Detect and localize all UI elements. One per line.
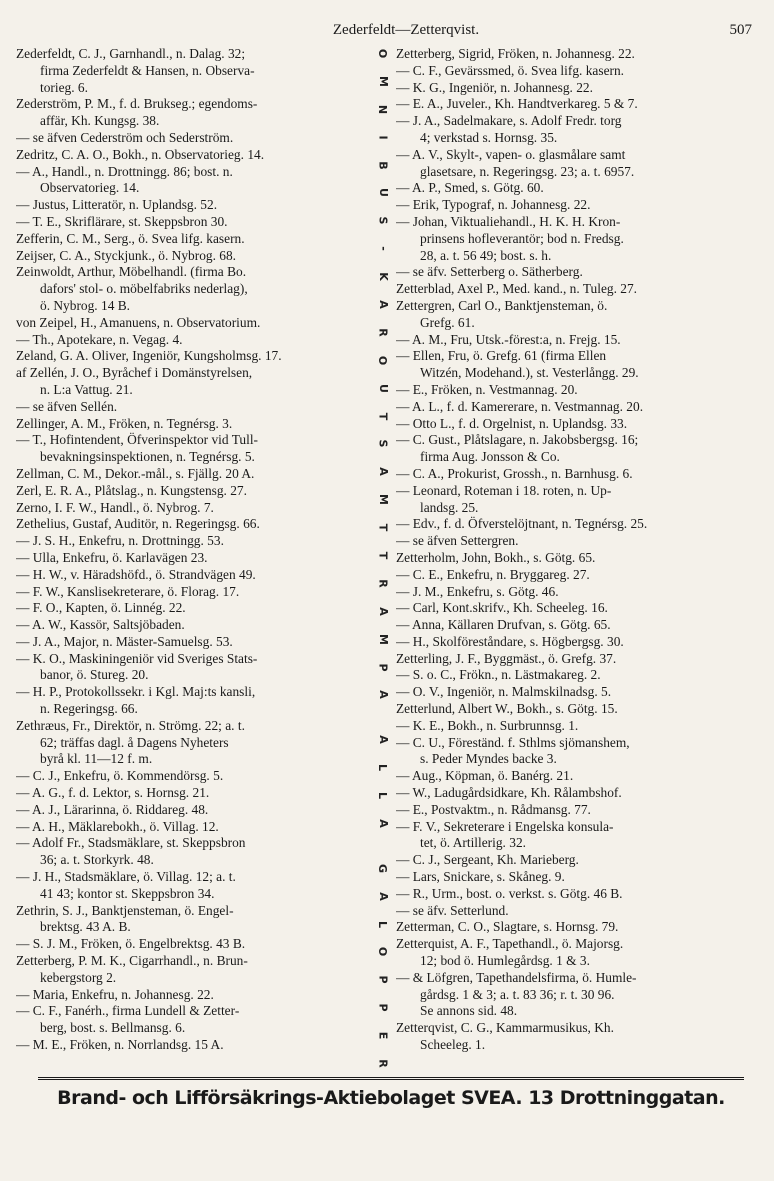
directory-entry-line: — & Löfgren, Tapethandelsfirma, ö. Humle- [396, 969, 637, 985]
left-column [16, 46, 370, 1081]
directory-entry-line: — H., Skolföreståndare, s. Högbergsg. 30. [396, 633, 624, 649]
directory-entry-line: Zetterberg, P. M. K., Cigarrhandl., n. Brun- [16, 953, 248, 969]
directory-entry-line: — Maria, Enkefru, n. Johannesg. 22. [16, 986, 214, 1002]
directory-entry-line: — A., Handl., n. Drottningg. 86; bost. n. [16, 163, 233, 179]
margin-letter: U [376, 188, 390, 198]
directory-entry-line: kebergstorg 2. [40, 969, 117, 985]
directory-entry-line: ö. Nybrog. 14 B. [40, 297, 131, 313]
directory-entry-line: n. Regeringsg. 66. [40, 701, 138, 717]
directory-entry-line: Zetterberg, Sigrid, Fröken, n. Johannesg. 22. [396, 46, 635, 61]
margin-letter: A [376, 467, 390, 477]
margin-letter: A [376, 690, 390, 700]
directory-entry-line: — F. O., Kapten, ö. Linnég. 22. [16, 600, 186, 616]
directory-entry-line: — J. A., Major, n. Mäster-Samuelsg. 53. [16, 633, 233, 649]
directory-entry-line: glasetsare, n. Regeringsg. 23; a. t. 6957. [420, 163, 635, 179]
directory-entry-line: 28, a. t. 56 49; bost. s. h. [420, 247, 552, 263]
directory-entry-line: Zethrin, S. J., Banktjensteman, ö. Engel- [16, 902, 234, 918]
directory-entry-line: — Erik, Typograf, n. Johannesg. 22. [396, 197, 591, 213]
directory-entry-line: — H. P., Protokollssekr. i Kgl. Maj:ts kansli, [16, 684, 256, 700]
directory-entry-line: — J. A., Sadelmakare, s. Adolf Fredr. torg [396, 113, 622, 129]
directory-entry-line: — T., Hofintendent, Öfverinspektor vid Tull- [16, 432, 259, 448]
directory-entry-line: banor, ö. Stureg. 20. [40, 667, 149, 683]
directory-entry-line: berg, bost. s. Bellmansg. 6. [40, 1020, 186, 1036]
margin-letter: R [376, 328, 390, 337]
directory-entry-line: Zederfeldt, C. J., Garnhandl., n. Dalag. 32; [16, 46, 246, 61]
directory-entry-line: torieg. 6. [40, 79, 88, 95]
directory-entry-line: — A. L., f. d. Kamererare, n. Vestmannag. 20. [396, 398, 644, 414]
directory-entry-line: — Th., Apotekare, n. Vegag. 4. [16, 331, 183, 347]
directory-entry-line: Scheeleg. 1. [420, 1037, 486, 1053]
directory-entry-line: — K. E., Bokh., n. Surbrunnsg. 1. [396, 717, 579, 733]
directory-entry-line: — C. U., Föreständ. f. Sthlms sjömanshem, [396, 734, 630, 750]
directory-entry-line: — se äfv. Setterberg o. Sätherberg. [396, 264, 583, 280]
margin-letter: M [376, 633, 390, 645]
directory-entry-line: bevakningsinspektionen, n. Tegnérsg. 5. [40, 449, 255, 465]
directory-entry-line: Zetterlund, Albert W., Bokh., s. Götg. 15. [396, 701, 618, 717]
directory-entry-line: af Zellén, J. O., Byråchef i Domänstyrelsen, [16, 365, 253, 381]
directory-entry-line: Zerno, I. F. W., Handl., ö. Nybrog. 7. [16, 499, 214, 515]
margin-text [374, 48, 392, 1069]
margin-letter: O [376, 947, 390, 957]
directory-entry-line: firma Aug. Jonsson & Co. [420, 449, 560, 465]
margin-letter: S [376, 216, 390, 225]
directory-entry-line: — C. Gust., Plåtslagare, n. Jakobsbergsg. 16; [396, 432, 639, 448]
directory-entry-line: — se äfven Cederström och Sederström. [16, 129, 234, 145]
margin-letter: T [376, 523, 390, 532]
margin-letter: L [376, 792, 390, 800]
directory-entry-line: prinsens hofleverantör; bod n. Fredsg. [420, 230, 624, 246]
margin-letter: U [376, 383, 390, 393]
directory-entry-line: 36; a. t. Storkyrk. 48. [40, 852, 154, 868]
directory-entry-line: — J. M., Enkefru, s. Götg. 46. [396, 583, 559, 599]
margin-letter: M [376, 75, 390, 87]
margin-letter: A [376, 607, 390, 616]
directory-entry-line: — Aug., Köpman, ö. Banérg. 21. [396, 768, 574, 784]
directory-entry-line: Zerl, E. R. A., Plåtslag., n. Kungstensg. 27. [16, 482, 247, 498]
directory-entry-line: — J. S. H., Enkefru, n. Drottningg. 53. [16, 533, 224, 549]
directory-entry-line: Zethelius, Gustaf, Auditör, n. Regeringsg. 66. [16, 516, 260, 532]
directory-entry-line: Witzén, Modehand.), st. Vesterlångg. 29. [420, 365, 639, 381]
directory-entry-line: — Otto L., f. d. Orgelnist, n. Uplandsg. 33. [396, 415, 628, 431]
directory-entry-line: — M. E., Fröken, n. Norrlandsg. 15 A. [16, 1037, 224, 1053]
directory-entry-line: — A. G., f. d. Lektor, s. Hornsg. 21. [16, 785, 210, 801]
directory-entry-line: — A. W., Kassör, Saltsjöbaden. [16, 617, 185, 633]
directory-entry-line: — E., Postvaktm., n. Rådmansg. 77. [396, 801, 591, 817]
margin-letter: P [376, 975, 390, 984]
directory-entry-line: Observatorieg. 14. [40, 180, 140, 196]
directory-entry-line: affär, Kh. Kungsg. 38. [40, 113, 160, 129]
directory-entry-line: — C. J., Enkefru, ö. Kommendörsg. 5. [16, 768, 224, 784]
directory-entry-line: — Ulla, Enkefru, ö. Karlavägen 23. [16, 549, 208, 565]
margin-letter: A [376, 735, 390, 745]
directory-entry-line: brektsg. 43 A. B. [40, 919, 131, 935]
directory-entry-line: 62; träffas dagl. å Dagens Nyheters [40, 734, 229, 750]
directory-entry-line: — A. H., Mäklarebokh., ö. Villag. 12. [16, 818, 219, 834]
margin-letter: B [376, 160, 390, 170]
directory-entry-line: Zetterblad, Axel P., Med. kand., n. Tuleg. 27. [396, 281, 638, 297]
margin-letter: S [376, 440, 390, 448]
directory-entry-line: — C. J., Sergeant, Kh. Marieberg. [396, 852, 579, 868]
directory-entry-line: — F. W., Kanslisekreterare, ö. Florag. 17. [16, 583, 240, 599]
directory-entry-line: Zellinger, A. M., Fröken, n. Tegnérsg. 3. [16, 415, 233, 431]
directory-entry-line: — C. E., Enkefru, n. Bryggareg. 27. [396, 566, 590, 582]
directory-entry-line: — Anna, Källaren Drufvan, s. Götg. 65. [396, 617, 611, 633]
directory-entry-line: — E. A., Juveler., Kh. Handtverkareg. 5 & 7. [396, 96, 638, 112]
directory-entry-line: firma Zederfeldt & Hansen, n. Observa- [40, 62, 255, 78]
directory-entry-line: tet, ö. Artillerig. 32. [420, 835, 526, 851]
footer-advert: Brand- och Lifförsäkrings-Aktiebolaget SVEA. 13 Drottninggatan. [38, 1077, 744, 1116]
directory-entry-line: Se annons sid. 48. [420, 1003, 518, 1019]
margin-letter: O [376, 355, 390, 365]
margin-letter: N [376, 104, 390, 114]
directory-entry-line: — se äfv. Setterlund. [396, 902, 509, 918]
margin-letter: L [376, 920, 390, 928]
directory-entry-line: — H. W., v. Häradshöfd., ö. Strandvägen 49. [16, 566, 256, 582]
margin-letter: K [376, 272, 390, 281]
margin-letter: I [376, 135, 390, 140]
directory-entry-line: — C. F., Fanérh., firma Lundell & Zetter- [16, 1003, 240, 1019]
directory-entry-line: — A. M., Fru, Utsk.-förest:a, n. Frejg. 15. [396, 331, 621, 347]
margin-letter: L [376, 764, 390, 772]
directory-entry-line: Zeijser, C. A., Styckjunk., ö. Nybrog. 68. [16, 247, 237, 263]
directory-entry-line: — J. H., Stadsmäklare, ö. Villag. 12; a. t. [16, 869, 236, 885]
directory-entry-line: — Adolf Fr., Stadsmäklare, st. Skeppsbron [16, 835, 246, 851]
directory-entry-line: Zettergren, Carl O., Banktjensteman, ö. [396, 297, 608, 313]
directory-entry-line: — A. P., Smed, s. Götg. 60. [396, 180, 544, 196]
directory-entry-line: — Johan, Viktualiehandl., H. K. H. Kron- [396, 213, 621, 229]
directory-entry-line: — T. E., Skriflärare, st. Skeppsbron 30. [16, 213, 228, 229]
directory-entry-line: s. Peder Myndes backe 3. [420, 751, 557, 767]
directory-entry-line: Zederström, P. M., f. d. Brukseg.; egendoms- [16, 96, 258, 112]
directory-entry-line: Zetterman, C. O., Slagtare, s. Hornsg. 79. [396, 919, 619, 935]
margin-letter: P [376, 1003, 390, 1012]
margin-letter: O [376, 48, 390, 59]
directory-entry-line: — O. V., Ingeniör, n. Malmskilnadsg. 5. [396, 684, 612, 700]
directory-entry-line: Zeinwoldt, Arthur, Möbelhandl. (firma Bo. [16, 264, 247, 280]
directory-entry-line: Zellman, C. M., Dekor.-mål., s. Fjällg. 20 A. [16, 465, 255, 481]
running-title: Zederfeldt—Zetterqvist. [332, 22, 480, 38]
directory-entry-line: 12; bod ö. Humlegårdsg. 1 & 3. [420, 953, 590, 969]
directory-entry-line: — se äfven Settergren. [396, 533, 519, 549]
margin-letter: T [376, 551, 390, 560]
directory-entry-line: — E., Fröken, n. Vestmannag. 20. [396, 381, 578, 397]
directory-entry-line: — F. V., Sekreterare i Engelska konsula- [396, 818, 614, 834]
directory-entry-line: Zetterholm, John, Bokh., s. Götg. 65. [396, 549, 596, 565]
margin-letter: P [376, 663, 390, 672]
directory-entry-line: — A. J., Lärarinna, ö. Riddareg. 48. [16, 801, 209, 817]
margin-letter: M [376, 494, 390, 506]
margin-letter: - [376, 246, 390, 252]
page-header [60, 22, 752, 44]
directory-entry-line: — S. J. M., Fröken, ö. Engelbrektsg. 43 B. [16, 936, 246, 952]
directory-entry-line: Grefg. 61. [420, 314, 475, 330]
margin-letter: E [376, 1031, 390, 1040]
directory-entry-line: Zeland, G. A. Oliver, Ingeniör, Kungsholmsg. 17. [16, 348, 282, 364]
margin-letter: G [376, 863, 390, 873]
directory-entry-line: — Leonard, Roteman i 18. roten, n. Up- [396, 482, 612, 498]
directory-entry-line: — Ellen, Fru, ö. Grefg. 61 (firma Ellen [396, 348, 607, 364]
directory-entry-line: — S. o. C., Frökn., n. Lästmakareg. 2. [396, 667, 601, 683]
directory-entry-line: — se äfven Sellén. [16, 398, 118, 414]
directory-entry-line: 41 43; kontor st. Skeppsbron 34. [40, 885, 215, 901]
right-column [396, 46, 760, 1081]
directory-entry-line: — C. F., Gevärssmed, ö. Svea lifg. kasern. [396, 62, 625, 78]
margin-letter: T [376, 412, 390, 420]
margin-letter: R [376, 579, 390, 588]
directory-entry-line: — C. A., Prokurist, Grossh., n. Barnhusg. 6. [396, 465, 633, 481]
directory-entry-line: — R., Urm., bost. o. verkst. s. Götg. 46 B. [396, 885, 623, 901]
margin-letter: A [376, 300, 390, 309]
directory-entry-line: 4; verkstad s. Hornsg. 35. [420, 129, 558, 145]
directory-entry-line: Zetterquist, A. F., Tapethandl., ö. Majorsg. [396, 936, 624, 952]
margin-letter: A [376, 819, 390, 828]
directory-entry-line: — Carl, Kont.skrifv., Kh. Scheeleg. 16. [396, 600, 608, 616]
directory-entry-line: byrå kl. 11—12 f. m. [40, 751, 153, 767]
margin-letter: A [376, 891, 390, 901]
directory-entry-line: Zetterling, J. F., Byggmäst., ö. Grefg. 37. [396, 650, 617, 666]
directory-entry-line: Zethræus, Fr., Direktör, n. Strömg. 22; a. t. [16, 717, 245, 733]
directory-entry-line: Zedritz, C. A. O., Bokh., n. Observatorieg. 14. [16, 146, 265, 162]
directory-entry-line: — Lars, Snickare, s. Skåneg. 9. [396, 869, 565, 885]
directory-entry-line: — W., Ladugårdsidkare, Kh. Rålambshof. [396, 785, 622, 801]
directory-entry-line: von Zeipel, H., Amanuens, n. Observatorium. [16, 314, 261, 330]
directory-entry-line: dafors' stol- o. möbelfabriks nederlag), [40, 281, 248, 297]
directory-entry-line: — Edv., f. d. Öfverstelöjtnant, n. Tegnérsg. 25. [396, 516, 648, 532]
directory-entry-line: Zetterqvist, C. G., Kammarmusikus, Kh. [396, 1020, 614, 1036]
directory-entry-line: — K. O., Maskiningeniör vid Sveriges Stats- [16, 650, 258, 666]
directory-entry-line: landsg. 25. [420, 499, 479, 515]
directory-entry-line: — Justus, Litteratör, n. Uplandsg. 52. [16, 197, 218, 213]
directory-entry-line: — A. V., Skylt-, vapen- o. glasmålare samt [396, 146, 626, 162]
page-number: 507 [729, 22, 752, 38]
margin-letter: R [376, 1059, 390, 1068]
directory-entry-line: gårdsg. 1 & 3; a. t. 83 36; r. t. 30 96. [420, 986, 615, 1002]
directory-entry-line: n. L:a Vattug. 21. [40, 381, 133, 397]
directory-entry-line: — K. G., Ingeniör, n. Johannesg. 22. [396, 79, 593, 95]
directory-entry-line: Zefferin, C. M., Serg., ö. Svea lifg. kasern. [16, 230, 245, 246]
